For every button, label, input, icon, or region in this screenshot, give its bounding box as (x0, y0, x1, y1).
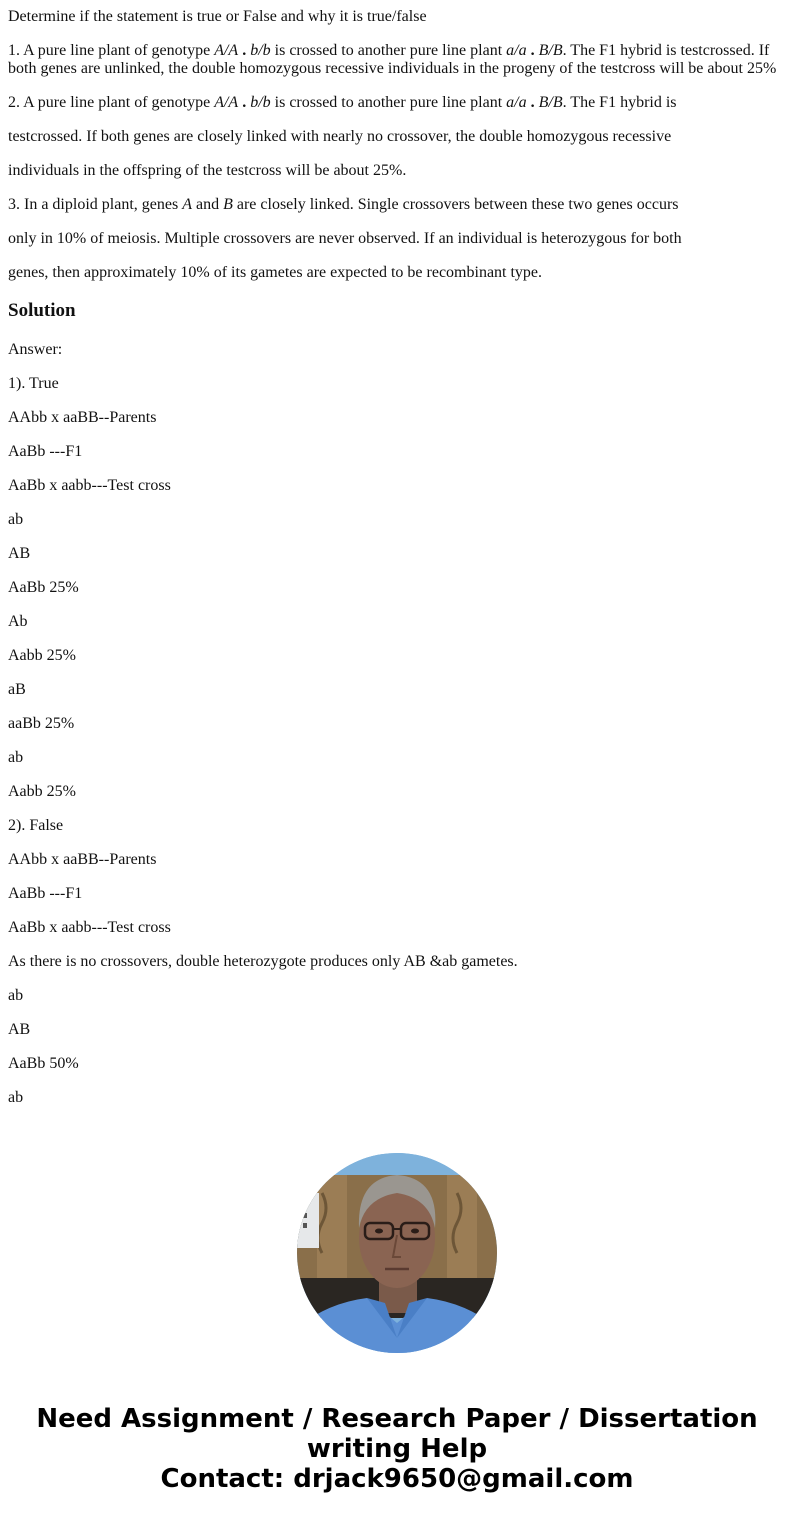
answer-line: AaBb 50% (8, 1055, 79, 1072)
q3-text-rest: are closely linked. Single crossovers between these two genes occurs (232, 196, 679, 213)
q1-genotype-1b: b/b (250, 42, 271, 59)
promo-contact: Contact: drjack9650@gmail.com (160, 1464, 634, 1494)
question-3-line-1 (8, 196, 679, 214)
q2-text-rest: . The F1 hybrid is (562, 94, 677, 111)
question-3-line-3: genes, then approximately 10% of its gametes are expected to be recombinant type. (8, 264, 543, 281)
question-2-line-1 (8, 94, 677, 112)
q1-text-rest: . The F1 hybrid is testcrossed. If both genes are unlinked, the double homozygous recessive individuals in the progeny of the testcross will be about 25% (8, 42, 777, 77)
promo-line-2: writing Help (306, 1434, 488, 1464)
question-1 (8, 42, 786, 78)
q1-text-start: 1. A pure line plant of genotype (8, 42, 215, 59)
answer-line: aB (8, 681, 26, 698)
answer-line: AaBb 25% (8, 579, 79, 596)
question-2-line-3: individuals in the offspring of the testcross will be about 25%. (8, 162, 407, 179)
answer-line: AaBb x aabb---Test cross (8, 919, 171, 936)
solution-heading: Solution (8, 300, 76, 321)
q2-separator: . (242, 94, 247, 111)
answer-line: Aabb 25% (8, 783, 76, 800)
q2-genotype-2b: B/B (538, 94, 563, 111)
answer-line: Aabb 25% (8, 647, 76, 664)
answer-line: AaBb ---F1 (8, 443, 83, 460)
answer-line: AB (8, 1021, 31, 1038)
q1-genotype-1a: A/A (214, 42, 239, 59)
promo-banner (0, 1404, 794, 1494)
answer-line: ab (8, 1089, 24, 1106)
answer-line: AaBb x aabb---Test cross (8, 477, 171, 494)
answer-line: AB (8, 545, 31, 562)
answer-line: 2). False (8, 817, 64, 834)
answer-line: AAbb x aaBB--Parents (8, 851, 157, 868)
q2-text-start: 2. A pure line plant of genotype (8, 94, 215, 111)
answer-line: ab (8, 511, 24, 528)
question-3-line-2: only in 10% of meiosis. Multiple crossovers are never observed. If an individual is heterozygous for both (8, 230, 682, 247)
q2-separator-2: . (530, 94, 535, 111)
q1-genotype-2a: a/a (506, 42, 527, 59)
answer-line: AAbb x aaBB--Parents (8, 409, 157, 426)
answer-line: ab (8, 987, 24, 1004)
q2-genotype-2a: a/a (506, 94, 527, 111)
answer-line: As there is no crossovers, double heterozygote produces only AB &ab gametes. (8, 953, 518, 970)
q1-text-mid: is crossed to another pure line plant (270, 42, 507, 59)
q2-text-mid: is crossed to another pure line plant (270, 94, 507, 111)
answer-line: AaBb ---F1 (8, 885, 83, 902)
q3-gene-a: A (182, 196, 192, 213)
q2-genotype-1a: A/A (214, 94, 239, 111)
q3-gene-b: B (223, 196, 233, 213)
q3-text-and: and (191, 196, 224, 213)
answer-line: Answer: (8, 341, 63, 358)
answer-line: Ab (8, 613, 28, 630)
q2-genotype-1b: b/b (250, 94, 271, 111)
answer-line: ab (8, 749, 24, 766)
portrait-photo-icon (297, 1153, 497, 1353)
q1-separator: . (242, 42, 247, 59)
q3-text-start: 3. In a diploid plant, genes (8, 196, 183, 213)
answer-line: 1). True (8, 375, 59, 392)
q1-genotype-2b: B/B (538, 42, 563, 59)
q1-separator-2: . (530, 42, 535, 59)
author-avatar (297, 1153, 497, 1353)
promo-line-1: Need Assignment / Research Paper / Dissertation (36, 1404, 758, 1434)
question-intro: Determine if the statement is true or False and why it is true/false (8, 8, 427, 25)
answer-line: aaBb 25% (8, 715, 75, 732)
question-2-line-2: testcrossed. If both genes are closely linked with nearly no crossover, the double homozygous recessive (8, 128, 672, 145)
